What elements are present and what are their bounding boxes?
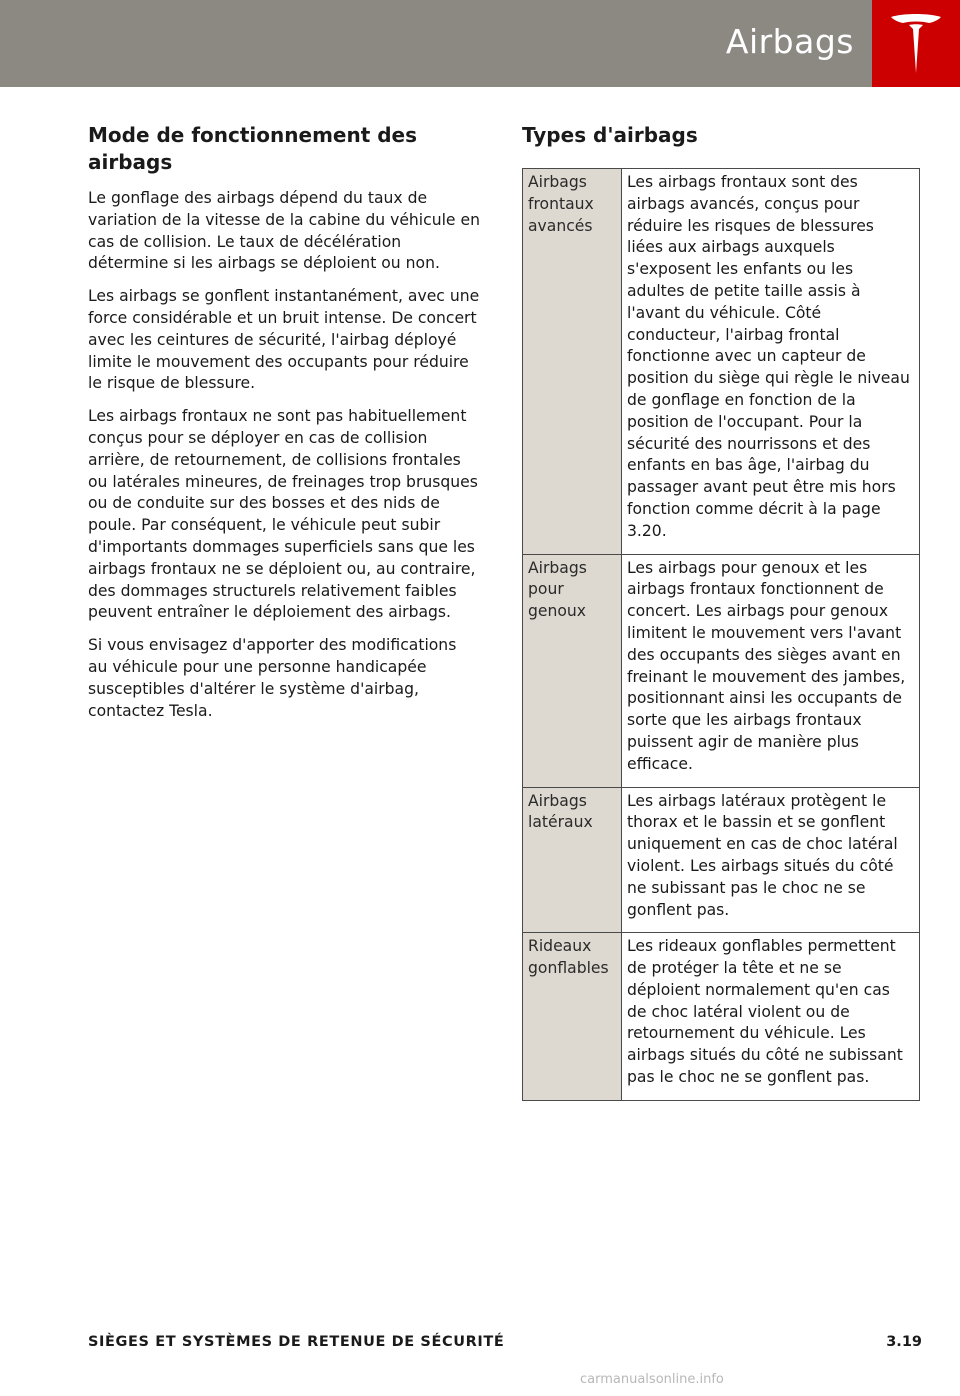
airbag-type-cell: Airbags frontaux avancés — [523, 169, 622, 555]
airbag-description-cell: Les airbags frontaux sont des airbags avancés, conçus pour réduire les risques de blessures liées aux airbags auxquels s'exposent les enfants ou les adultes de petite taille assis à l'avant du véhicule. Côté conducteur, l'airbag frontal fonctionne avec un capteur de position du siège qui règle le niveau de gonflage en fonction de la position de l'occupant. Pour la sécurité des nourrissons et des enfants en bas âge, l'airbag du passager avant peut être mis hors fonction comme décrit à la page 3.20. — [622, 169, 920, 555]
paragraph: Si vous envisagez d'apporter des modifications au véhicule pour une personne handicapée susceptibles d'altérer le système d'airbag, contactez Tesla. — [88, 636, 457, 720]
right-column — [522, 122, 922, 1101]
paragraph: Le gonflage des airbags dépend du taux de variation de la vitesse de la cabine du véhicule en cas de collision. Le taux de décélération détermine si les airbags se déploient ou non. — [88, 189, 480, 273]
airbag-type-cell: Rideaux gonflables — [523, 933, 622, 1101]
airbag-type-cell: Airbags latéraux — [523, 787, 622, 933]
watermark: carmanualsonline.info — [580, 1372, 724, 1387]
table-row — [523, 933, 920, 1101]
header-band — [0, 0, 960, 87]
footer-section-title: SIÈGES ET SYSTÈMES DE RETENUE DE SÉCURITÉ — [88, 1334, 505, 1350]
airbag-description-cell: Les airbags pour genoux et les airbags frontaux fonctionnent de concert. Les airbags pour genoux limitent le mouvement vers l'avant des occupants des sièges avant en freinant le mouvement des jambes, positionnant ainsi les occupants de sorte que les airbags frontaux puissent agir de manière plus efficace. — [622, 554, 920, 787]
table-row — [523, 554, 920, 787]
left-column — [88, 122, 480, 733]
paragraph: Les airbags frontaux ne sont pas habituellement conçus pour se déployer en cas de collision arrière, de retournement, de collisions frontales ou latérales mineures, de freinages trop brusques ou de conduite sur des bosses et des nids de poule. Par conséquent, le véhicule peut subir d'importants dommages superficiels sans que les airbags frontaux ne se déploient ou, au contraire, des dommages structurels relativement faibles peuvent entraîner le déploiement des airbags. — [88, 407, 478, 622]
page-title: Airbags — [725, 22, 854, 61]
section-heading-operation: Mode de fonctionnement des airbags — [88, 123, 418, 174]
page-number: 3.19 — [886, 1334, 922, 1350]
logo-box — [872, 0, 960, 87]
airbag-type-cell: Airbags pour genoux — [523, 554, 622, 787]
table-row — [523, 787, 920, 933]
airbag-description-cell: Les airbags latéraux protègent le thorax et le bassin et se gonflent uniquement en cas de choc latéral violent. Les airbags situés du côté ne subissant pas le choc ne se gonflent pas. — [622, 787, 920, 933]
airbag-description-cell: Les rideaux gonflables permettent de protéger la tête et ne se déploient normalement qu'en cas de choc latéral violent ou de retournement du véhicule. Les airbags situés du côté ne subissant pas le choc ne se gonflent pas. — [622, 933, 920, 1101]
paragraph: Les airbags se gonflent instantanément, avec une force considérable et un bruit intense. De concert avec les ceintures de sécurité, l'airbag déployé limite le mouvement des occupants pour réduire le risque de blessure. — [88, 287, 480, 393]
table-row — [523, 169, 920, 555]
section-heading-types: Types d'airbags — [522, 123, 698, 147]
tesla-logo-icon — [889, 13, 943, 75]
airbag-types-table — [522, 168, 920, 1101]
